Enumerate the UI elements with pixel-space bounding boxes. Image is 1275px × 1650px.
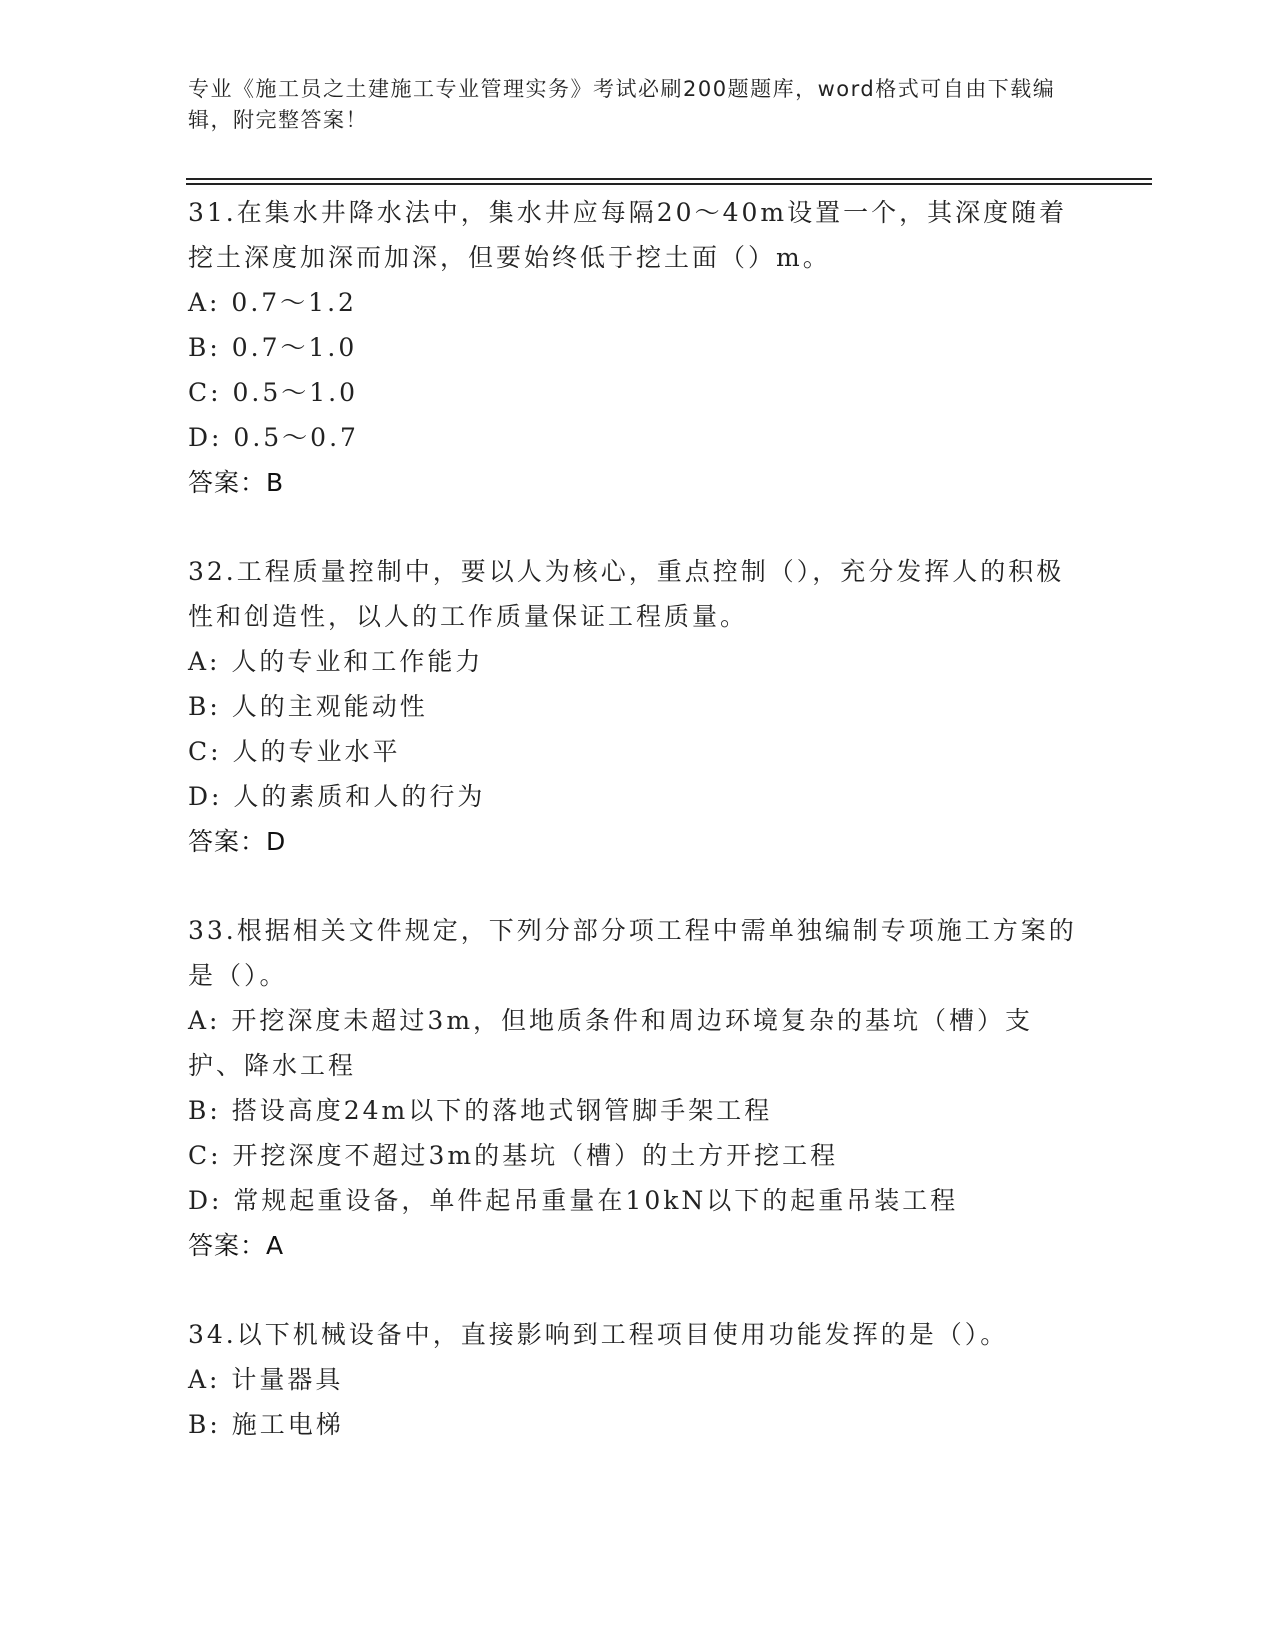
answer-line: 答案：A: [188, 1231, 285, 1260]
option-a: A: 计量器具: [188, 1365, 344, 1394]
option-c: C: 人的专业水平: [188, 737, 401, 766]
option-d: D: 人的素质和人的行为: [188, 782, 486, 811]
option-a: A: 人的专业和工作能力: [188, 647, 484, 676]
option-b: B: 0.7～1.0: [188, 333, 358, 362]
option-d: D: 0.5～0.7: [188, 423, 359, 452]
option-d: D: 常规起重设备，单件起吊重量在10kN以下的起重吊装工程: [188, 1186, 959, 1215]
question-31: [188, 190, 1088, 505]
option-c: C: 0.5～1.0: [188, 378, 359, 407]
question-stem: 32.工程质量控制中，要以人为核心，重点控制（），充分发挥人的积极性和创造性，以人的工作质量保证工程质量。: [188, 557, 1065, 631]
question-list: [188, 190, 1088, 1491]
option-b: B: 人的主观能动性: [188, 692, 428, 721]
answer-line: 答案：B: [188, 468, 285, 497]
question-33: [188, 908, 1088, 1268]
question-stem: 34.以下机械设备中，直接影响到工程项目使用功能发挥的是（）。: [188, 1320, 1009, 1349]
option-a: A: 开挖深度未超过3m，但地质条件和周边环境复杂的基坑（槽）支护、降水工程: [188, 1006, 1034, 1080]
document-header: 专业《施工员之土建施工专业管理实务》考试必刷200题题库，word格式可自由下载编辑，附完整答案！: [188, 77, 1056, 132]
answer-line: 答案：D: [188, 827, 287, 856]
question-34: [188, 1312, 1088, 1447]
option-b: B: 施工电梯: [188, 1410, 344, 1439]
header-divider-bottom: [186, 183, 1152, 185]
header-divider-top: [186, 178, 1152, 180]
question-32: [188, 549, 1088, 864]
question-stem: 33.根据相关文件规定，下列分部分项工程中需单独编制专项施工方案的是（）。: [188, 916, 1077, 990]
option-a: A: 0.7～1.2: [188, 288, 357, 317]
option-b: B: 搭设高度24m以下的落地式钢管脚手架工程: [188, 1096, 773, 1125]
question-stem: 31.在集水井降水法中，集水井应每隔20～40m设置一个，其深度随着挖土深度加深而加深，但要始终低于挖土面（）m。: [188, 198, 1068, 272]
option-c: C: 开挖深度不超过3m的基坑（槽）的土方开挖工程: [188, 1141, 839, 1170]
